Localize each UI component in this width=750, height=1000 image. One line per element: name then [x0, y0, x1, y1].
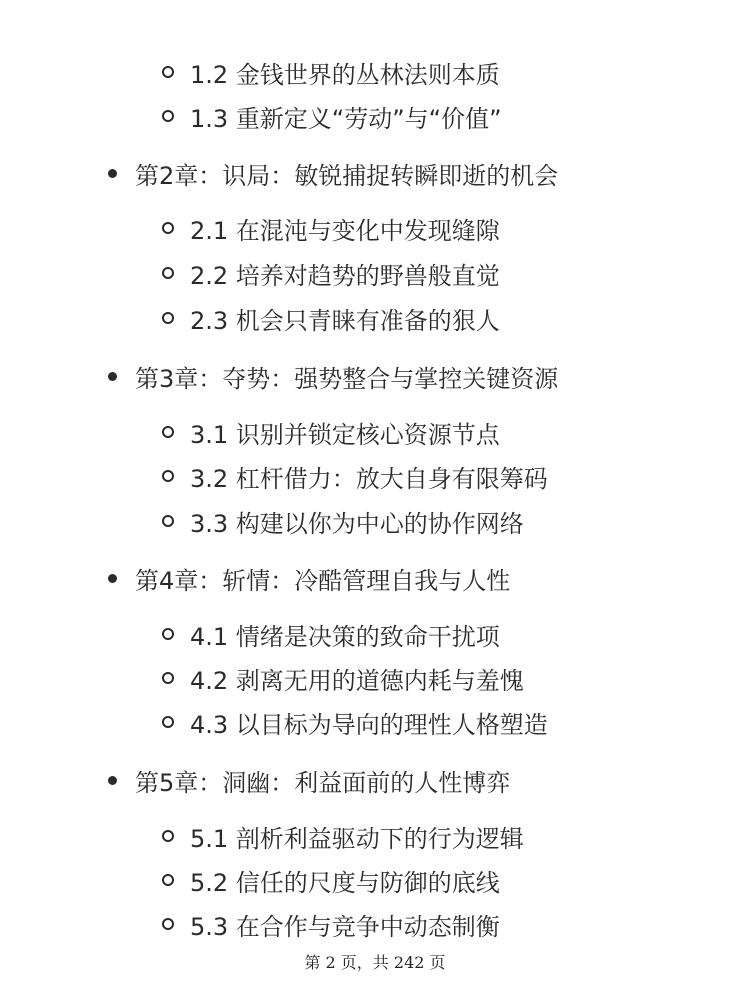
- bullet-icon: [108, 372, 117, 381]
- hollow-bullet-icon: [162, 830, 174, 842]
- hollow-bullet-icon: [162, 66, 174, 78]
- toc-section-1-3[interactable]: [0, 96, 502, 136]
- toc-section-label: 4.1 情绪是决策的致命干扰项: [190, 622, 500, 651]
- toc-section-1-2[interactable]: [0, 52, 500, 92]
- toc-section-label: 5.3 在合作与竞争中动态制衡: [190, 912, 500, 941]
- toc-chapter-label: 第5章：洞幽：利益面前的人性博弈: [135, 768, 511, 797]
- hollow-bullet-icon: [162, 628, 174, 640]
- toc-section-3-3[interactable]: [0, 501, 524, 541]
- hollow-bullet-icon: [162, 222, 174, 234]
- toc-section-label: 5.1 剖析利益驱动下的行为逻辑: [190, 824, 524, 853]
- toc-section-label: 3.1 识别并锁定核心资源节点: [190, 420, 500, 449]
- hollow-bullet-icon: [162, 672, 174, 684]
- toc-section-2-2[interactable]: [0, 253, 500, 293]
- toc-section-5-2[interactable]: [0, 860, 500, 900]
- toc-section-label: 4.2 剥离无用的道德内耗与羞愧: [190, 666, 524, 695]
- bullet-icon: [108, 776, 117, 785]
- hollow-bullet-icon: [162, 716, 174, 728]
- toc-section-3-1[interactable]: [0, 412, 500, 452]
- hollow-bullet-icon: [162, 470, 174, 482]
- toc-chapter-4[interactable]: [0, 558, 510, 598]
- toc-section-2-3[interactable]: [0, 298, 500, 338]
- hollow-bullet-icon: [162, 918, 174, 930]
- toc-chapter-3[interactable]: [0, 356, 558, 396]
- hollow-bullet-icon: [162, 874, 174, 886]
- bullet-icon: [108, 169, 117, 178]
- page-number-footer: 第 2 页，共 242 页: [304, 953, 446, 972]
- toc-section-5-3[interactable]: [0, 904, 500, 944]
- toc-chapter-2[interactable]: [0, 153, 558, 193]
- toc-section-label: 2.3 机会只青睐有准备的狠人: [190, 306, 500, 335]
- toc-section-5-1[interactable]: [0, 816, 524, 856]
- toc-section-label: 2.2 培养对趋势的野兽般直觉: [190, 261, 500, 290]
- toc-section-label: 3.3 构建以你为中心的协作网络: [190, 509, 524, 538]
- toc-chapter-label: 第4章：斩情：冷酷管理自我与人性: [135, 566, 511, 595]
- bullet-icon: [108, 574, 117, 583]
- hollow-bullet-icon: [162, 312, 174, 324]
- toc-chapter-5[interactable]: [0, 760, 510, 800]
- toc-chapter-label: 第3章：夺势：强势整合与掌控关键资源: [135, 364, 559, 393]
- toc-section-3-2[interactable]: [0, 456, 548, 496]
- toc-section-label: 2.1 在混沌与变化中发现缝隙: [190, 216, 500, 245]
- toc-chapter-label: 第2章：识局：敏锐捕捉转瞬即逝的机会: [135, 161, 559, 190]
- toc-section-label: 5.2 信任的尺度与防御的底线: [190, 868, 500, 897]
- hollow-bullet-icon: [162, 267, 174, 279]
- toc-section-2-1[interactable]: [0, 208, 500, 248]
- toc-section-4-3[interactable]: [0, 702, 548, 742]
- toc-section-label: 4.3 以目标为导向的理性人格塑造: [190, 710, 548, 739]
- hollow-bullet-icon: [162, 426, 174, 438]
- toc-section-4-1[interactable]: [0, 614, 500, 654]
- toc-section-label: 1.2 金钱世界的丛林法则本质: [190, 60, 500, 89]
- toc-section-label: 1.3 重新定义“劳动”与“价值”: [190, 104, 502, 133]
- hollow-bullet-icon: [162, 110, 174, 122]
- hollow-bullet-icon: [162, 515, 174, 527]
- toc-section-label: 3.2 杠杆借力：放大自身有限筹码: [190, 464, 548, 493]
- toc-section-4-2[interactable]: [0, 658, 524, 698]
